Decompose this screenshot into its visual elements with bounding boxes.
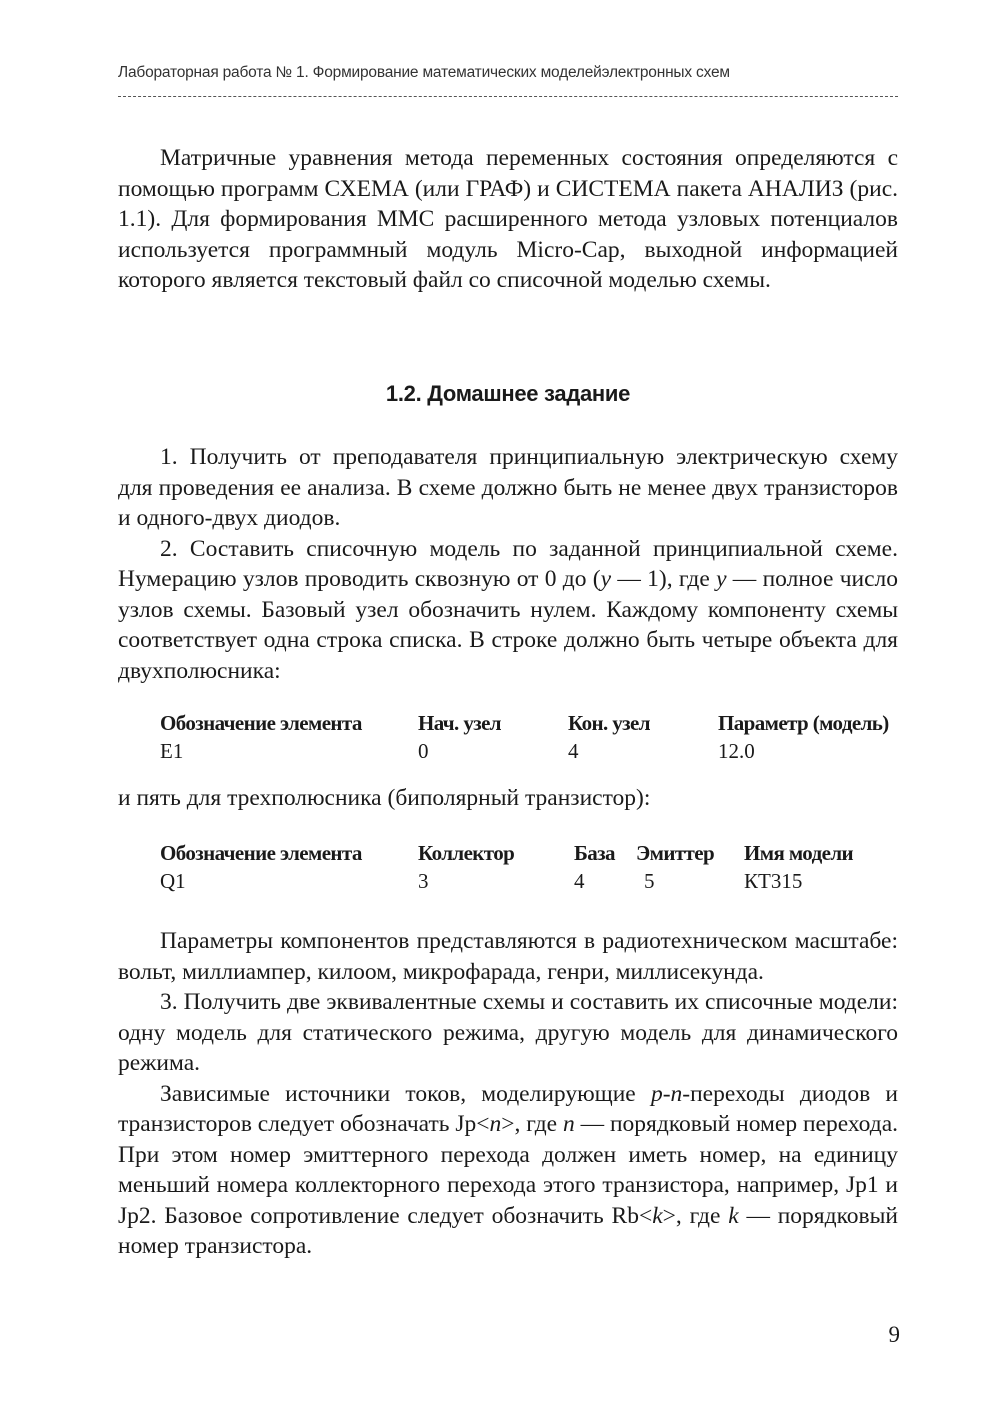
variable-k: k	[728, 1202, 739, 1229]
variable-y: y	[600, 566, 612, 592]
three-terminal-intro-block	[118, 783, 898, 814]
table-cell: Q1	[160, 869, 186, 893]
table-cell: 3	[418, 869, 429, 893]
column-header: Параметр (модель)	[718, 711, 889, 735]
text-run: — полное число узлов схемы. Базовый узел обозначить нулем. Каждому компоненту схемы соответствует одна строка списка. В строке должно быть четыре объекта для двухполюсника:	[118, 566, 898, 684]
table-cell: КТ315	[744, 869, 803, 893]
text-run: — 1), где	[611, 566, 717, 592]
text-run: — порядковый номер перехода. При этом номер эмиттерного перехода должен иметь номер, на единицу меньший номера коллекторного перехода этого транзистора, например, Jp1 и Jp2. Базовое сопротивление следует обозначить Rb<	[118, 1111, 899, 1229]
text-run: — порядковый номер транзистора.	[118, 1202, 898, 1259]
parameters-paragraph: Параметры компонентов представляются в радиотехническом масштабе: вольт, миллиампер, килоом, микрофарада, генри, миллисекунда.	[118, 928, 898, 985]
task-item-3: 3. Получить две эквивалентные схемы и составить их списочные модели: одну модель для статического режима, другую модель для динамического режима.	[118, 989, 898, 1076]
table-cell: 4	[568, 739, 579, 763]
text-run: Зависимые источники токов, моделирующие	[160, 1080, 651, 1107]
column-header: База	[574, 841, 615, 865]
column-header: Кон. узел	[568, 711, 650, 735]
variable-y: y	[716, 566, 727, 592]
table-cell: 12.0	[718, 739, 755, 763]
three-terminal-intro: и пять для трехполюсника (биполярный транзистор):	[118, 785, 651, 811]
intro-section	[118, 143, 898, 296]
table-cell: 0	[418, 739, 429, 763]
parameters-block	[118, 926, 898, 1262]
text-run: 2. Составить списочную модель по заданной принципиальной схеме. Нумерацию узлов проводить сквозную от 0 до (	[118, 535, 898, 592]
variable-n: n	[489, 1111, 502, 1137]
task-item-1: 1. Получить от преподавателя принципиальную электрическую схему для проведения ее анализа. В схеме должно быть не менее двух транзисторов и одного-двух диодов.	[118, 444, 898, 531]
column-header: Имя модели	[744, 841, 853, 865]
text-run: >, где	[501, 1111, 563, 1137]
page-number: 9	[888, 1322, 900, 1347]
tasks-block	[118, 442, 898, 686]
table-header-row	[160, 840, 900, 868]
table-header-row	[160, 710, 900, 738]
variable-k: k	[652, 1202, 663, 1229]
header-divider	[118, 96, 898, 97]
task-item-2	[118, 534, 898, 687]
dependent-sources-paragraph	[118, 1079, 898, 1262]
transistor-table	[160, 840, 900, 896]
section-title: 1.2. Домашнее задание	[385, 381, 631, 406]
column-header: Нач. узел	[418, 711, 501, 735]
text-run: >, где	[662, 1202, 729, 1229]
table-cell: E1	[160, 739, 184, 763]
running-header: Лабораторная работа № 1. Формирование математических моделейэлектронных схем	[118, 64, 730, 81]
table-cell: 4	[574, 869, 585, 893]
column-header: Коллектор	[418, 841, 515, 865]
intro-paragraph: Матричные уравнения метода переменных состояния определяются с помощью программ СХЕМА (или ГРАФ) и СИСТЕМА пакета АНАЛИЗ (рис. 1.1). Для формирования ММС расширенного метода узловых потенциалов используется программный модуль Micro-Cap, выходной информацией которого является текстовый файл со списочной моделью схемы.	[118, 145, 898, 293]
table-row	[160, 868, 900, 896]
table-row	[160, 738, 900, 766]
column-header: Обозначение элемента	[160, 841, 362, 865]
variable-pn: p-n	[650, 1080, 683, 1107]
variable-n: n	[562, 1111, 575, 1137]
table-cell: 5	[644, 869, 655, 893]
column-header: Обозначение элемента	[160, 711, 362, 735]
two-terminal-table	[160, 710, 900, 766]
text-run: -переходы диодов и транзисторов следует обозначать Jp<	[118, 1080, 898, 1137]
column-header: Эмиттер	[636, 841, 715, 865]
